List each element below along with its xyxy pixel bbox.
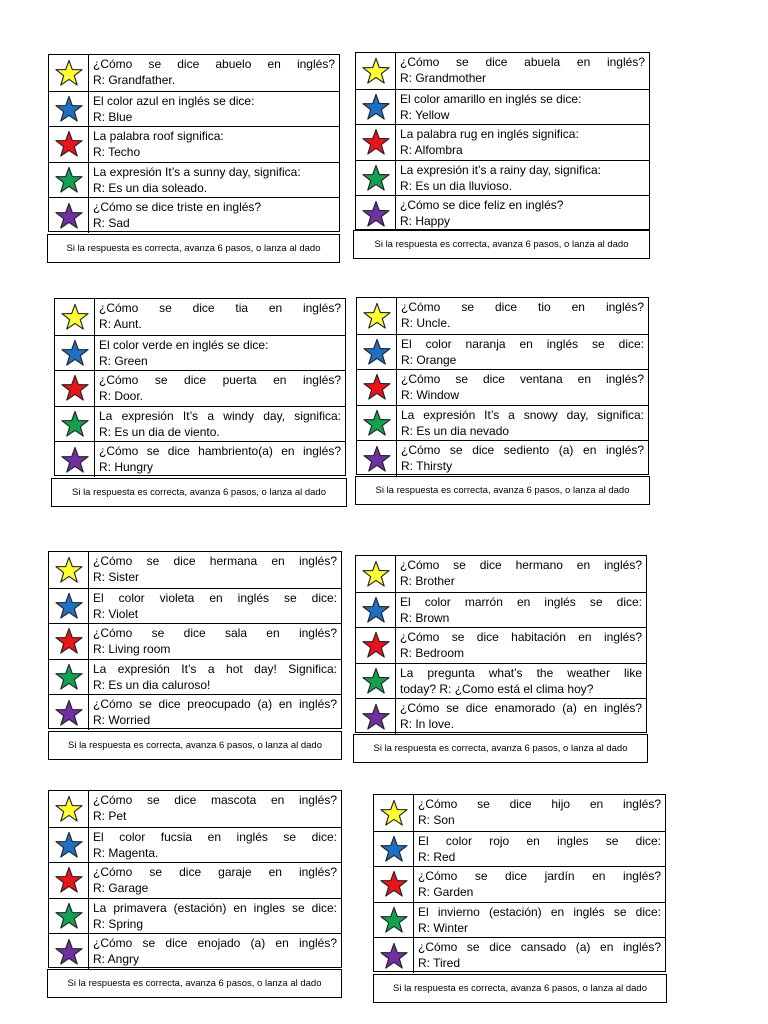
star-purple-icon <box>61 446 89 474</box>
star-red-icon <box>380 870 408 898</box>
star-cell <box>49 55 89 91</box>
answer-text: R: Es un dia de viento. <box>99 424 220 439</box>
question-text: El color fucsia en inglés se dice: <box>93 829 337 844</box>
question-row <box>49 55 339 91</box>
card-footer: Si la respuesta es correcta, avanza 6 pasos, o lanza al dado <box>355 476 650 505</box>
question-text: El color violeta en inglés se dice: <box>93 590 337 605</box>
question-text: ¿Cómo se dice sala en inglés? <box>93 626 337 641</box>
question-table <box>355 52 650 230</box>
question-row <box>356 124 649 160</box>
star-cell <box>374 795 414 831</box>
question-table <box>356 297 649 475</box>
answer-text: R: Es un dia caluroso! <box>93 677 211 692</box>
star-cell <box>357 370 397 405</box>
star-cell <box>49 791 89 827</box>
star-red-icon <box>362 128 390 156</box>
answer-text: R: Sister <box>93 570 140 584</box>
question-row <box>55 370 345 406</box>
question-row <box>49 126 339 162</box>
question-row <box>49 623 341 659</box>
answer-text: R: Window <box>401 388 460 403</box>
answer-text: R: Es un dia lluvioso. <box>400 178 513 193</box>
answer-text: R: Son <box>418 813 455 827</box>
question-text: ¿Cómo se dice hermana en inglés? <box>93 554 337 568</box>
question-table <box>355 555 647 733</box>
star-red-icon <box>362 631 390 659</box>
question-row <box>356 592 646 628</box>
question-row <box>356 160 649 196</box>
answer-text: R: Happy <box>400 214 451 229</box>
star-cell <box>49 863 89 898</box>
answer-text: R: Magenta. <box>93 845 159 860</box>
answer-text: R: Garage <box>93 881 149 896</box>
star-cell <box>374 867 414 902</box>
question-text: ¿Cómo se dice preocupado (a) en inglés? <box>93 697 337 712</box>
question-text: ¿Cómo se dice enamorado (a) en inglés? <box>400 701 642 716</box>
star-cell <box>356 664 396 699</box>
question-text: El color naranja en inglés se dice: <box>401 336 644 351</box>
star-purple-icon <box>55 202 83 230</box>
star-cell <box>374 903 414 938</box>
star-cell <box>356 593 396 628</box>
question-row <box>356 698 646 734</box>
question-text: ¿Cómo se dice abuelo en inglés? <box>93 57 335 71</box>
star-red-icon <box>55 130 83 158</box>
star-cell <box>55 442 95 477</box>
answer-text: R: Bedroom <box>400 646 465 661</box>
star-cell <box>55 371 95 406</box>
question-row <box>49 694 341 730</box>
card-footer: Si la respuesta es correcta, avanza 6 pasos, o lanza al dado <box>51 478 347 507</box>
star-cell <box>357 406 397 441</box>
card-footer: Si la respuesta es correcta, avanza 6 pasos, o lanza al dado <box>353 230 650 259</box>
star-purple-icon <box>55 938 83 966</box>
star-cell <box>356 90 396 125</box>
question-text: ¿Cómo se dice garaje en inglés? <box>93 865 337 880</box>
star-cell <box>356 628 396 663</box>
star-yellow-icon <box>61 303 89 331</box>
star-cell <box>356 556 396 592</box>
star-cell <box>49 660 89 695</box>
star-red-icon <box>55 866 83 894</box>
star-cell <box>49 163 89 198</box>
answer-text: R: Worried <box>93 713 151 728</box>
question-row <box>374 795 665 831</box>
question-row <box>356 663 646 699</box>
question-text: La expresión It’s a hot day! Significa: <box>93 661 337 676</box>
question-text: ¿Cómo se dice abuela en inglés? <box>400 55 645 69</box>
star-purple-icon <box>362 703 390 731</box>
question-text: El color marrón en inglés se dice: <box>400 594 642 609</box>
star-yellow-icon <box>362 560 390 588</box>
star-green-icon <box>362 667 390 695</box>
question-row <box>356 89 649 125</box>
answer-text: R: Orange <box>401 352 457 367</box>
question-text: ¿Cómo se dice puerta en inglés? <box>99 373 341 388</box>
star-cell <box>55 336 95 371</box>
star-yellow-icon <box>363 302 391 330</box>
answer-text: R: Aunt. <box>99 317 142 331</box>
card-footer: Si la respuesta es correcta, avanza 6 pasos, o lanza al dado <box>48 731 342 760</box>
star-yellow-icon <box>380 799 408 827</box>
question-text: La pregunta what’s the weather like <box>400 665 642 680</box>
star-cell <box>357 335 397 370</box>
answer-text: R: Blue <box>93 109 133 124</box>
star-green-icon <box>55 663 83 691</box>
question-text: ¿Cómo se dice enojado (a) en inglés? <box>93 936 337 951</box>
answer-text: R: Pet <box>93 809 127 823</box>
star-cell <box>49 899 89 934</box>
question-text: ¿Cómo se dice hijo en inglés? <box>418 797 661 811</box>
question-text: ¿Cómo se dice tio en inglés? <box>401 300 644 314</box>
question-row <box>357 405 648 441</box>
answer-text: R: Grandfather. <box>93 73 176 87</box>
question-text: La expresión It’s a snowy day, significa: <box>401 407 644 422</box>
question-text: El color azul en inglés se dice: <box>93 93 255 108</box>
card-footer: Si la respuesta es correcta, avanza 6 pasos, o lanza al dado <box>47 234 340 263</box>
star-green-icon <box>55 166 83 194</box>
question-row <box>49 791 341 827</box>
star-cell <box>356 161 396 196</box>
question-text: ¿Cómo se dice mascota en inglés? <box>93 793 337 807</box>
question-row <box>374 937 665 973</box>
star-red-icon <box>55 627 83 655</box>
star-green-icon <box>61 410 89 438</box>
question-text: ¿Cómo se dice ventana en inglés? <box>401 372 644 387</box>
question-row <box>374 902 665 938</box>
star-green-icon <box>363 409 391 437</box>
question-row <box>357 334 648 370</box>
star-blue-icon <box>55 831 83 859</box>
star-red-icon <box>61 374 89 402</box>
question-row <box>356 627 646 663</box>
question-row <box>356 195 649 231</box>
question-row <box>49 162 339 198</box>
question-text: ¿Cómo se dice tia en inglés? <box>99 301 341 315</box>
star-blue-icon <box>362 93 390 121</box>
star-cell <box>49 198 89 233</box>
star-red-icon <box>363 373 391 401</box>
star-cell <box>357 441 397 476</box>
question-table <box>373 794 666 972</box>
star-cell <box>49 934 89 969</box>
question-row <box>49 898 341 934</box>
question-row <box>49 933 341 969</box>
question-row <box>49 552 341 588</box>
card-footer: Si la respuesta es correcta, avanza 6 pasos, o lanza al dado <box>373 974 667 1003</box>
question-row <box>356 53 649 89</box>
star-blue-icon <box>380 835 408 863</box>
answer-text: R: Sad <box>93 216 130 231</box>
answer-text: R: Brown <box>400 610 450 625</box>
star-yellow-icon <box>55 59 83 87</box>
question-table <box>48 54 340 232</box>
star-purple-icon <box>55 699 83 727</box>
question-row <box>49 197 339 233</box>
star-blue-icon <box>55 592 83 620</box>
star-yellow-icon <box>362 57 390 85</box>
answer-text: R: Tired <box>418 956 461 971</box>
question-text: El color verde en inglés se dice: <box>99 337 269 352</box>
star-blue-icon <box>363 338 391 366</box>
star-cell <box>374 832 414 867</box>
answer-text: R: Door. <box>99 389 144 404</box>
question-row <box>357 369 648 405</box>
question-text: La expresión it’s a rainy day, significa: <box>400 162 601 177</box>
star-blue-icon <box>55 95 83 123</box>
star-cell <box>49 695 89 730</box>
question-text: La expresión It’s a sunny day, significa: <box>93 164 301 179</box>
answer-text: R: Red <box>418 849 456 864</box>
answer-text: R: Uncle. <box>401 316 451 330</box>
question-table <box>48 790 342 968</box>
star-cell <box>49 828 89 863</box>
question-row <box>49 91 339 127</box>
card-footer: Si la respuesta es correcta, avanza 6 pasos, o lanza al dado <box>353 734 648 763</box>
card-footer: Si la respuesta es correcta, avanza 6 pasos, o lanza al dado <box>47 969 342 998</box>
question-text: La primavera (estación) en ingles se dice: <box>93 900 337 915</box>
question-row <box>49 827 341 863</box>
star-purple-icon <box>362 200 390 228</box>
answer-text: R: Violet <box>93 606 139 621</box>
question-text: ¿Cómo se dice hambriento(a) en inglés? <box>99 444 341 459</box>
star-cell <box>49 127 89 162</box>
question-text: La palabra rug en inglés significa: <box>400 127 579 142</box>
star-green-icon <box>380 906 408 934</box>
answer-text: R: Es un dia soleado. <box>93 180 208 195</box>
star-purple-icon <box>380 942 408 970</box>
star-cell <box>49 92 89 127</box>
question-row <box>49 862 341 898</box>
question-row <box>49 659 341 695</box>
question-text: ¿Cómo se dice habitación en inglés? <box>400 630 642 645</box>
question-text: La expresión It’s a windy day, significa: <box>99 408 341 423</box>
star-cell <box>356 53 396 89</box>
question-row <box>374 831 665 867</box>
question-row <box>357 440 648 476</box>
star-cell <box>55 407 95 442</box>
question-text: ¿Cómo se dice feliz en inglés? <box>400 198 564 213</box>
question-row <box>374 866 665 902</box>
question-row <box>49 588 341 624</box>
answer-text: R: Hungry <box>99 460 154 475</box>
question-row <box>357 298 648 334</box>
question-row <box>55 441 345 477</box>
star-blue-icon <box>362 596 390 624</box>
question-text: La palabra roof significa: <box>93 129 224 144</box>
question-text: ¿Cómo se dice hermano en inglés? <box>400 558 642 572</box>
answer-text: R: Techo <box>93 145 141 160</box>
answer-text: R: Thirsty <box>401 459 453 474</box>
star-cell <box>55 299 95 335</box>
star-cell <box>374 938 414 973</box>
question-text: El color amarillo en inglés se dice: <box>400 91 582 106</box>
answer-text: R: Grandmother <box>400 71 487 85</box>
question-text: ¿Cómo se dice jardín en inglés? <box>418 869 661 884</box>
star-cell <box>49 552 89 588</box>
answer-text: R: Green <box>99 353 148 368</box>
question-row <box>55 335 345 371</box>
star-cell <box>356 699 396 734</box>
star-cell <box>49 589 89 624</box>
question-row <box>55 406 345 442</box>
question-row <box>55 299 345 335</box>
answer-text: R: Yellow <box>400 107 450 122</box>
answer-text: R: In love. <box>400 717 455 732</box>
question-text: El invierno (estación) en inglés se dice: <box>418 904 661 919</box>
question-text: ¿Cómo se dice cansado (a) en inglés? <box>418 940 661 955</box>
star-blue-icon <box>61 339 89 367</box>
answer-text: R: Alfombra <box>400 143 463 158</box>
question-text: ¿Cómo se dice triste en inglés? <box>93 200 262 215</box>
star-cell <box>356 125 396 160</box>
star-yellow-icon <box>55 795 83 823</box>
answer-text: R: Angry <box>93 952 140 967</box>
star-cell <box>49 624 89 659</box>
question-text: ¿Cómo se dice sediento (a) en inglés? <box>401 443 644 458</box>
star-yellow-icon <box>55 556 83 584</box>
answer-text: R: Spring <box>93 916 144 931</box>
answer-text: R: Brother <box>400 574 455 588</box>
star-cell <box>357 298 397 334</box>
answer-text: today? R: ¿Como está el clima hoy? <box>400 681 594 696</box>
star-purple-icon <box>363 445 391 473</box>
answer-text: R: Winter <box>418 920 469 935</box>
star-green-icon <box>55 902 83 930</box>
question-row <box>356 556 646 592</box>
answer-text: R: Living room <box>93 642 171 657</box>
answer-text: R: Garden <box>418 885 474 900</box>
star-green-icon <box>362 164 390 192</box>
star-cell <box>356 196 396 231</box>
question-table <box>54 298 346 476</box>
answer-text: R: Es un dia nevado <box>401 423 510 438</box>
question-table <box>48 551 342 729</box>
question-text: El color rojo en ingles se dice: <box>418 833 661 848</box>
